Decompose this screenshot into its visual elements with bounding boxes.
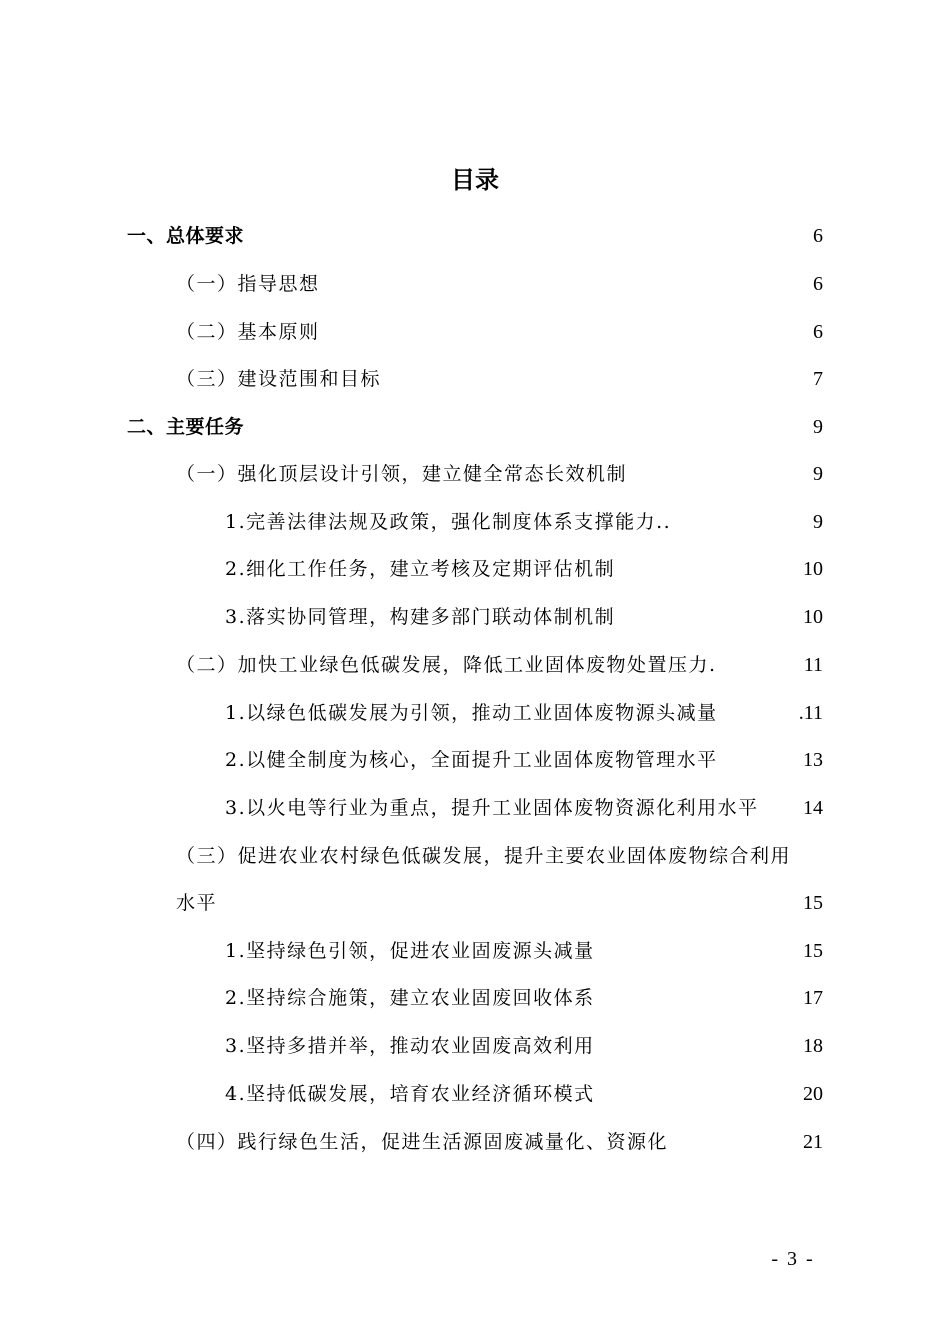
- dot-leader: [383, 359, 811, 399]
- toc-entry-title: （一）指导思想: [176, 273, 320, 295]
- toc-entry-page: 10: [803, 558, 823, 580]
- toc-entry[interactable]: [176, 264, 823, 304]
- toc-entry-title: （三）促进农业农村绿色低碳发展，提升主要农业固体废物综合利用: [176, 845, 792, 867]
- toc-entry[interactable]: [225, 502, 823, 542]
- toc-entry-page: .11: [798, 702, 823, 724]
- toc-entry[interactable]: [225, 740, 823, 780]
- toc-entry-page: 9: [813, 463, 823, 485]
- page-title: 目录: [451, 166, 499, 194]
- dot-leader: [597, 1026, 801, 1066]
- toc-entry-page: 6: [813, 321, 823, 343]
- toc-entry[interactable]: [176, 454, 823, 494]
- toc-entry[interactable]: [225, 931, 823, 971]
- toc-entry-continuation[interactable]: [176, 883, 823, 923]
- dot-leader: [617, 549, 801, 589]
- toc-entry[interactable]: [176, 1122, 823, 1162]
- toc-entry-title-continued: 水平: [176, 892, 218, 914]
- toc-entry-title: 3.以火电等行业为重点，提升工业固体废物资源化利用水平: [225, 797, 759, 819]
- dot-leader: [246, 407, 811, 447]
- dot-leader: [720, 740, 801, 780]
- toc-entry-title: 1.完善法律法规及政策，强化制度体系支撑能力..: [225, 511, 672, 533]
- dot-leader: [719, 645, 802, 685]
- toc-entry[interactable]: [225, 788, 823, 828]
- dot-leader: [761, 788, 801, 828]
- toc-entry-title: 二、主要任务: [127, 416, 245, 438]
- toc-entry-page: 9: [813, 416, 823, 438]
- toc-entry-title: 一、总体要求: [127, 225, 245, 247]
- dot-leader: [673, 502, 811, 542]
- toc-entry-title: 1.以绿色低碳发展为引领，推动工业固体废物源头减量: [225, 702, 718, 724]
- toc-entry-page: 6: [813, 225, 823, 247]
- dot-leader: [597, 931, 801, 971]
- toc-entry[interactable]: [127, 407, 823, 447]
- toc-entry-title: 1.坚持绿色引领，促进农业固废源头减量: [225, 940, 595, 962]
- toc-entry-page: 13: [803, 749, 823, 771]
- toc-entry-page: 15: [803, 940, 823, 962]
- dot-leader: [597, 1074, 801, 1114]
- dot-leader: [629, 454, 811, 494]
- toc-entry[interactable]: [225, 549, 823, 589]
- toc-entry[interactable]: [225, 978, 823, 1018]
- dot-leader: [246, 216, 811, 256]
- toc-entry[interactable]: [176, 312, 823, 352]
- toc-entry-page: 6: [813, 273, 823, 295]
- toc-entry[interactable]: [176, 645, 823, 685]
- toc-entry[interactable]: [127, 216, 823, 256]
- dot-leader: [322, 264, 811, 304]
- toc-entry-title: （二）基本原则: [176, 321, 320, 343]
- toc-entry-title: （二）加快工业绿色低碳发展，降低工业固体废物处置压力.: [176, 654, 717, 676]
- toc-entry-title: （四）践行绿色生活，促进生活源固废减量化、资源化: [176, 1131, 669, 1153]
- dot-leader: [670, 1122, 801, 1162]
- toc-entry[interactable]: [176, 359, 823, 399]
- toc-entry-title: （一）强化顶层设计引领，建立健全常态长效机制: [176, 463, 628, 485]
- toc-entry-title: 3.落实协同管理，构建多部门联动体制机制: [225, 606, 616, 628]
- toc-entry-page: 9: [813, 511, 823, 533]
- toc-entry[interactable]: [225, 693, 823, 733]
- toc-entry-page: 18: [803, 1035, 823, 1057]
- toc-entry-page: 7: [813, 368, 823, 390]
- dot-leader: [720, 693, 797, 733]
- toc-entry-page: 10: [803, 606, 823, 628]
- toc-entry-page: 21: [803, 1131, 823, 1153]
- toc-entry-multiline[interactable]: [176, 836, 823, 876]
- toc-entry[interactable]: [225, 1074, 823, 1114]
- toc-entry-title: 3.坚持多措并举，推动农业固废高效利用: [225, 1035, 595, 1057]
- toc-entry[interactable]: [225, 597, 823, 637]
- toc-entry-title: 2.以健全制度为核心，全面提升工业固体废物管理水平: [225, 749, 718, 771]
- toc-entry-title: 2.坚持综合施策，建立农业固废回收体系: [225, 987, 595, 1009]
- dot-leader: [617, 597, 801, 637]
- toc-entry-page: 15: [803, 892, 823, 914]
- dot-leader: [322, 312, 811, 352]
- toc-entry-page: 14: [803, 797, 823, 819]
- dot-leader: [219, 883, 801, 923]
- toc-entry-title: 2.细化工作任务，建立考核及定期评估机制: [225, 558, 616, 580]
- toc-entry-title: 4.坚持低碳发展，培育农业经济循环模式: [225, 1083, 595, 1105]
- page-number: - 3 -: [771, 1248, 815, 1270]
- toc-entry[interactable]: [225, 1026, 823, 1066]
- toc-entry-page: 20: [803, 1083, 823, 1105]
- dot-leader: [597, 978, 801, 1018]
- toc-entry-title: （三）建设范围和目标: [176, 368, 382, 390]
- toc-entry-page: 17: [803, 987, 823, 1009]
- toc-entry-page: 11: [803, 654, 823, 676]
